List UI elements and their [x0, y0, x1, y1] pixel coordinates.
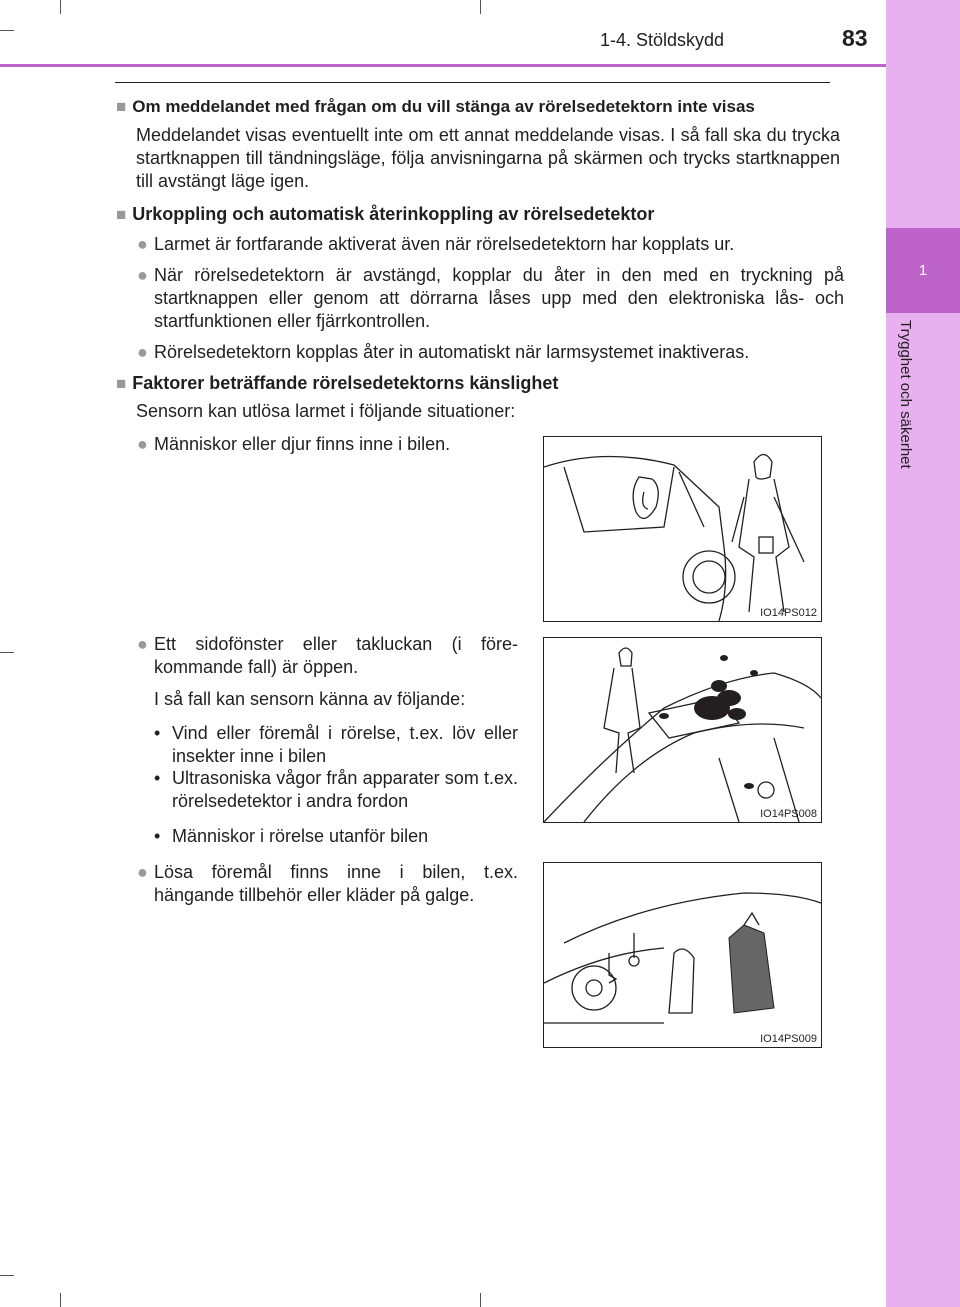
section-intro: Sensorn kan utlösa larmet i följande situationer:	[136, 401, 516, 421]
section-body: Meddelandet visas eventuellt inte om ett annat meddelande visas. I så fall ska du trycka startknappen till tändningsläge, följa anvisningarna på skärmen och trycks startknappen till avstängt läge igen.	[136, 125, 840, 191]
square-bullet-icon: ■	[116, 374, 127, 393]
figure-hanging-clothes	[543, 862, 822, 1048]
dot-bullet-icon: ●	[137, 265, 148, 285]
dot-bullet-icon: ●	[137, 634, 148, 654]
chapter-title: Trygghet och säkerhet	[897, 320, 914, 469]
crop-mark	[0, 30, 14, 31]
figure-code: IO14PS012	[760, 607, 817, 619]
header-rule	[0, 64, 886, 67]
section-heading: ■ Om meddelandet med frågan om du vill stänga av rörelsedetektorn inte visas	[116, 97, 755, 116]
square-bullet-icon: ■	[116, 205, 127, 224]
crop-mark	[0, 652, 14, 653]
square-bullet-icon: ■	[116, 97, 127, 116]
crop-mark	[480, 1293, 481, 1307]
dot-bullet-icon: ●	[137, 434, 148, 454]
content-rule	[115, 82, 830, 83]
dot-bullet-icon: ●	[137, 862, 148, 882]
section-label: 1-4. Stöldskydd	[600, 30, 725, 50]
section-heading: ■ Urkoppling och automatisk återinkoppling av rörelsedetektor	[116, 204, 655, 224]
figure-dog-in-car	[543, 436, 822, 622]
dot-bullet-icon: ●	[137, 342, 148, 362]
figure-open-sunroof	[543, 637, 822, 823]
bullet-item: ● Ett sidofönster eller takluckan (i före-kommande fall) är öppen.	[137, 634, 518, 677]
bullet-item: ● Rörelsedetektorn kopplas åter in automatiskt när larmsystemet inaktiveras.	[137, 342, 750, 362]
bullet-item: ● Människor eller djur finns inne i bilen.	[137, 434, 451, 454]
dot-bullet-icon: ●	[137, 234, 148, 254]
figure-code: IO14PS009	[760, 1033, 817, 1045]
bullet-sub-intro: I så fall kan sensorn känna av följande:	[154, 689, 466, 709]
crop-mark	[0, 1275, 14, 1276]
crop-mark	[60, 1293, 61, 1307]
chapter-sidebar	[886, 0, 960, 1307]
crop-mark	[480, 0, 481, 14]
open-sunroof-leaves-illustration-icon	[544, 638, 821, 822]
bullet-item: ● Larmet är fortfarande aktiverat även när rörelsedetektorn har kopplats ur.	[137, 234, 735, 254]
hanging-clothes-illustration-icon	[544, 863, 821, 1047]
bullet-icon: •	[154, 826, 161, 846]
section-heading: ■ Faktorer beträffande rörelsedetektorns känslighet	[116, 373, 559, 393]
bullet-icon: •	[154, 723, 161, 743]
crop-mark	[60, 0, 61, 14]
sub-list-item: • Människor i rörelse utanför bilen	[154, 826, 429, 846]
sub-list-item: • Vind eller föremål i rörelse, t.ex. löv eller insekter inne i bilen	[154, 723, 518, 766]
dog-in-car-illustration-icon	[544, 437, 821, 621]
chapter-number-tab: 1	[886, 228, 960, 313]
figure-code: IO14PS008	[760, 808, 817, 820]
page-number: 83	[842, 25, 868, 51]
bullet-item: ● När rörelsedetektorn är avstängd, kopplar du åter in den med en tryckning på startknappen eller genom att dörrarna låses upp med den elektroniska lås- och startfunktionen eller fjärrkontrollen.	[137, 265, 844, 331]
bullet-icon: •	[154, 768, 161, 788]
bullet-item: ● Lösa föremål finns inne i bilen, t.ex. hängande tillbehör eller kläder på galge.	[137, 862, 518, 905]
sub-list-item: • Ultrasoniska vågor från apparater som t.ex. rörelsedetektor i andra fordon	[154, 768, 518, 811]
